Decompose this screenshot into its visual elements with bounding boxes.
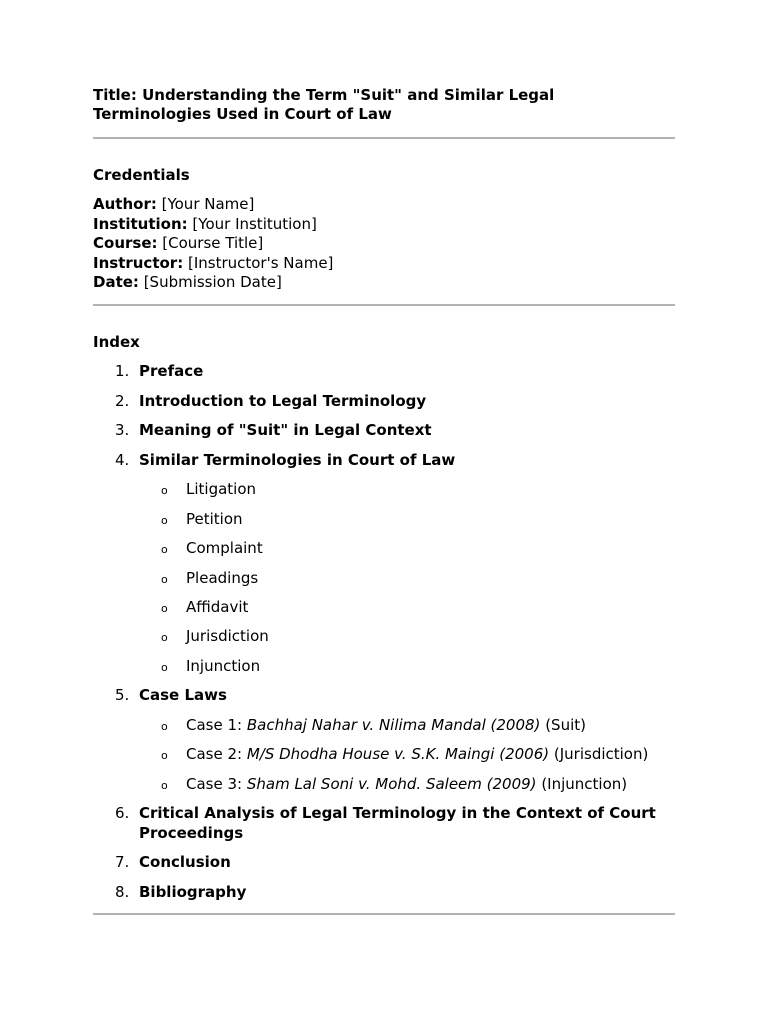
bullet-icon: o <box>161 572 168 586</box>
credential-label: Instructor: <box>93 253 184 272</box>
terminology-label: Complaint <box>186 539 263 558</box>
bullet-icon: o <box>161 631 168 645</box>
credential-value: [Submission Date] <box>138 273 282 292</box>
document-title: Title: Understanding the Term "Suit" and Similar Legal Terminologies Used in Court of Law <box>93 86 555 123</box>
credentials-heading: Credentials <box>93 166 190 184</box>
terminology-label: Pleadings <box>186 568 259 587</box>
index-item-critical-analysis <box>93 804 675 843</box>
divider <box>93 137 675 139</box>
index-label: Case Laws <box>139 686 227 705</box>
case-prefix: Case 2: <box>186 745 247 764</box>
case-law-sublist <box>139 716 675 794</box>
document-content <box>93 86 675 915</box>
index-label: Conclusion <box>139 853 231 872</box>
credential-label: Author: <box>93 195 157 213</box>
case-law-item <box>139 745 675 765</box>
terminology-item <box>139 480 675 500</box>
case-topic: (Jurisdiction) <box>549 745 649 764</box>
index-label: Preface <box>139 361 204 380</box>
terminology-label: Affidavit <box>186 597 249 616</box>
index-label: Bibliography <box>139 883 247 902</box>
index-number: 5. <box>115 686 130 705</box>
credential-value: [Your Institution] <box>187 214 317 233</box>
case-prefix: Case 3: <box>186 774 247 793</box>
credential-value: [Your Name] <box>156 195 255 213</box>
credential-value: [Instructor's Name] <box>183 253 334 272</box>
case-name: M/S Dhodha House v. S.K. Maingi (2006) <box>246 745 550 764</box>
credential-value: [Course Title] <box>157 234 264 253</box>
index-item-conclusion <box>93 853 675 873</box>
terminology-item <box>139 539 675 559</box>
case-name: Sham Lal Soni v. Mohd. Saleem (2009) <box>246 774 537 793</box>
terminology-item <box>139 598 675 618</box>
index-label: Similar Terminologies in Court of Law <box>139 450 456 469</box>
index-number: 8. <box>115 883 130 902</box>
bullet-icon: o <box>161 749 168 763</box>
terminology-item <box>139 657 675 677</box>
index-item-meaning-of-suit <box>93 421 675 441</box>
terminology-item <box>139 569 675 589</box>
case-law-item <box>139 775 675 795</box>
terminology-label: Petition <box>186 509 243 528</box>
bullet-icon: o <box>161 513 168 527</box>
bullet-icon: o <box>161 543 168 557</box>
index-item-introduction <box>93 392 675 412</box>
credential-institution <box>93 215 675 235</box>
index-label: Meaning of "Suit" in Legal Context <box>139 421 432 440</box>
index-item-similar-terminologies <box>93 451 675 677</box>
divider <box>93 304 675 306</box>
credential-label: Institution: <box>93 214 188 233</box>
case-name: Bachhaj Nahar v. Nilima Mandal (2008) <box>246 715 541 734</box>
index-item-case-laws <box>93 686 675 794</box>
bullet-icon: o <box>161 719 168 733</box>
index-number: 1. <box>115 361 130 380</box>
credential-author <box>93 195 675 215</box>
index-number: 7. <box>115 853 130 872</box>
credential-label: Course: <box>93 234 158 253</box>
case-topic: (Injunction) <box>536 774 628 793</box>
terminology-label: Jurisdiction <box>186 627 269 646</box>
index-number: 2. <box>115 391 130 410</box>
index-number: 6. <box>115 804 130 823</box>
case-topic: (Suit) <box>540 715 586 734</box>
credential-instructor <box>93 254 675 274</box>
terminology-label: Litigation <box>186 480 257 499</box>
terminology-sublist <box>139 480 675 676</box>
credentials-list <box>93 195 675 293</box>
terminology-item <box>139 627 675 647</box>
bullet-icon: o <box>161 484 168 498</box>
case-law-item <box>139 716 675 736</box>
credential-label: Date: <box>93 273 139 292</box>
index-list <box>93 362 675 903</box>
credential-date <box>93 273 675 293</box>
credential-course <box>93 234 675 254</box>
index-number: 4. <box>115 450 130 469</box>
case-prefix: Case 1: <box>186 715 247 734</box>
index-item-bibliography <box>93 883 675 903</box>
bullet-icon: o <box>161 660 168 674</box>
bullet-icon: o <box>161 601 168 615</box>
index-number: 3. <box>115 421 130 440</box>
terminology-item <box>139 510 675 530</box>
terminology-label: Injunction <box>186 656 261 675</box>
index-label: Critical Analysis of Legal Terminology in the Context of Court Proceedings <box>139 804 656 842</box>
bullet-icon: o <box>161 778 168 792</box>
index-item-preface <box>93 362 675 382</box>
index-heading: Index <box>93 332 140 351</box>
index-label: Introduction to Legal Terminology <box>139 391 427 410</box>
divider <box>93 913 675 915</box>
